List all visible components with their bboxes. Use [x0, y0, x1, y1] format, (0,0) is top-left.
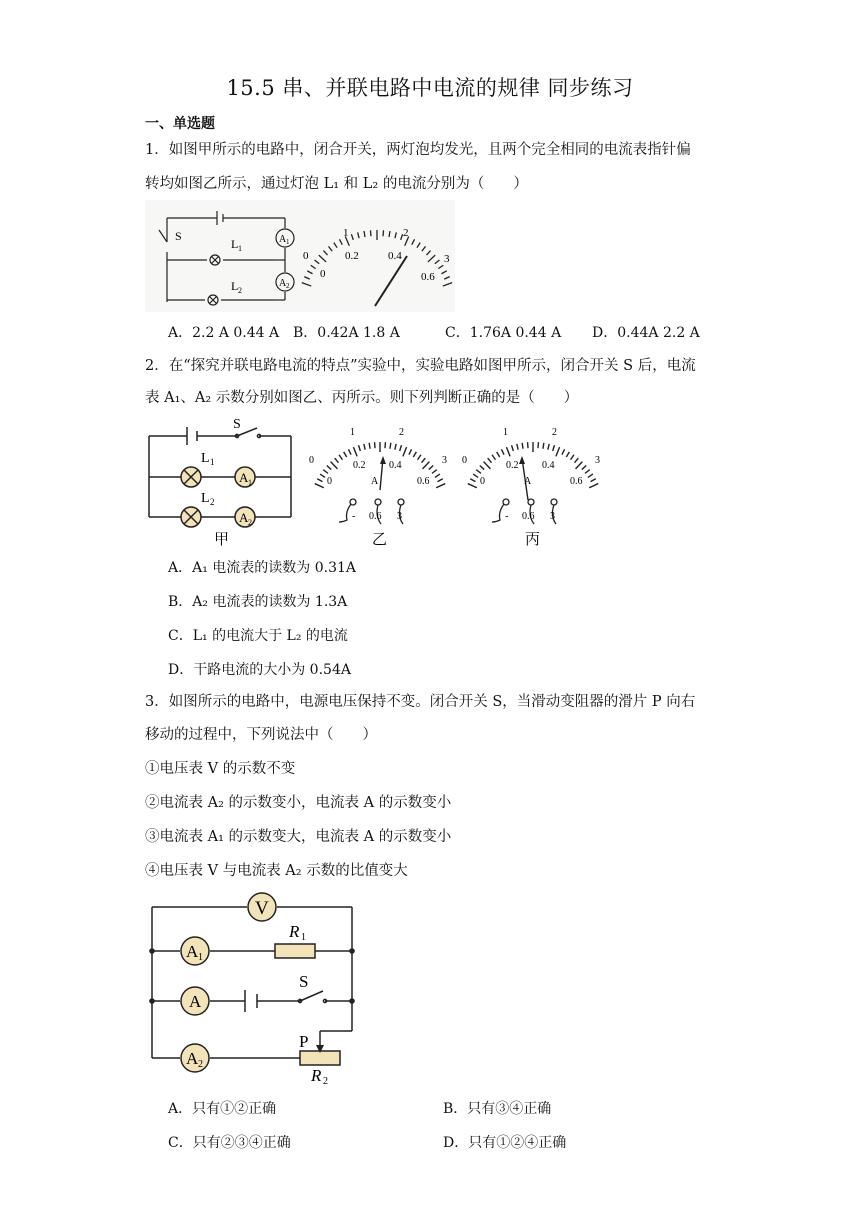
q3-a2-label: A [186, 1049, 199, 1068]
dial-tick [501, 449, 504, 454]
dial-tick [403, 447, 407, 456]
dial-tick [548, 444, 549, 450]
q2-yi-top-1: 1 [350, 427, 355, 438]
q1-l1-sub: 1 [238, 244, 242, 253]
q2-yi-term-06: 0.6 [369, 511, 382, 522]
q3-option-a[interactable]: A．只有①②正确 [168, 1101, 277, 1117]
q2-option-b[interactable]: B．A₂ 电流表的读数为 1.3A [168, 594, 348, 610]
q2-option-d[interactable]: D．干路电流的大小为 0.54A [168, 662, 351, 678]
dial-tick [317, 479, 322, 482]
q3-statement-1: ①电压表 V 的示数不变 [145, 761, 296, 777]
dial-tick [390, 443, 391, 449]
dial-tick [566, 452, 569, 457]
q1-a1-label: A [279, 234, 287, 245]
q2-l1-sub: 1 [210, 457, 215, 467]
q2-switch-label: S [233, 417, 241, 432]
dial-tick [585, 470, 590, 474]
dial-tick [488, 458, 492, 463]
q2-option-a[interactable]: A．A₁ 电流表的读数为 0.31A [168, 560, 357, 576]
dial-tick [344, 452, 347, 457]
q1-option-b[interactable]: B．0.42A 1.8 A [293, 325, 400, 341]
q3-option-b[interactable]: B．只有③④正确 [443, 1101, 552, 1117]
q3-option-c[interactable]: C．只有②③④正确 [168, 1135, 291, 1151]
dial-tick [484, 462, 491, 469]
q1-text-line-2: 转均如图乙所示，通过灯泡 L₁ 和 L₂ 的电流分别为（ ） [145, 176, 528, 192]
dial-tick [497, 452, 500, 457]
q1-scale-top-3: 3 [444, 253, 450, 265]
dial-tick [480, 466, 484, 470]
q1-scale-bottom-2: 0.4 [388, 250, 402, 262]
q2-caption-jia: 甲 [214, 532, 230, 548]
q3-switch-label: S [299, 972, 309, 991]
dial-tick [473, 474, 478, 477]
dial-tick [576, 462, 583, 469]
q3-a2-sub: 2 [198, 1059, 203, 1070]
q1-l2-label: L [231, 279, 239, 293]
q2-yi-bottom-3: 0.6 [417, 476, 430, 487]
q1-scale-bottom-1: 0.2 [345, 250, 359, 262]
dial-tick [522, 443, 523, 449]
dial-tick [315, 484, 324, 488]
q2-bing-bottom-2: 0.4 [542, 460, 555, 471]
dial-tick [339, 455, 342, 460]
q2-bing-bottom-1: 0.2 [506, 460, 519, 471]
q3-a1-sub: 1 [198, 952, 203, 963]
q2-option-c[interactable]: C．L₁ 的电流大于 L₂ 的电流 [168, 628, 348, 644]
q2-yi-top-3: 3 [442, 455, 447, 466]
q1-scale-bottom-3: 0.6 [421, 271, 435, 283]
dial-tick [422, 458, 426, 463]
q2-caption-yi: 乙 [372, 532, 388, 548]
q1-scale-top-0: 0 [303, 250, 309, 262]
dial-tick [435, 474, 440, 477]
dial-tick [413, 452, 416, 457]
q2-l1-label: L [201, 451, 210, 466]
q1-a1-sub: 1 [286, 238, 290, 246]
dial-tick [543, 443, 544, 449]
dial-tick [436, 484, 445, 488]
q2-bing-bottom-0: 0 [480, 476, 485, 487]
page-title: 15.5 串、并联电路中电流的规律 同步练习 [226, 76, 634, 100]
q3-option-d[interactable]: D．只有①②④正确 [443, 1135, 567, 1151]
q2-l2-sub: 2 [210, 497, 215, 507]
q2-a2-sub: 2 [248, 518, 252, 527]
dial-tick [591, 479, 596, 482]
dial-tick [320, 474, 325, 477]
dial-tick [571, 455, 574, 460]
q2-bing-term-06: 0.6 [522, 511, 535, 522]
dial-tick [335, 458, 339, 463]
q2-yi-bottom-0: 0 [327, 476, 332, 487]
dial-tick [359, 445, 361, 451]
q3-statement-4: ④电压表 V 与电流表 A₂ 示数的比值变大 [145, 863, 408, 879]
q2-yi-bottom-1: 0.2 [353, 460, 366, 471]
q2-l2-label: L [201, 491, 210, 506]
q3-statement-3: ③电流表 A₁ 的示数变大，电流表 A 的示数变小 [145, 829, 452, 845]
dial-tick [438, 479, 443, 482]
q2-yi-term-3: 3 [397, 511, 402, 522]
q2-bing-bottom-3: 0.6 [570, 476, 583, 487]
dial-tick [470, 479, 475, 482]
q3-a-label: A [189, 992, 202, 1011]
dial-tick [556, 447, 560, 456]
q1-option-a[interactable]: A．2.2 A 0.44 A [168, 325, 280, 341]
dial-tick [353, 447, 357, 456]
dial-tick [348, 449, 351, 454]
dial-tick [553, 445, 555, 451]
section-heading: 一、单选题 [145, 116, 215, 132]
q1-scale-bottom-0: 0 [320, 268, 326, 280]
q2-bing-top-3: 3 [595, 455, 600, 466]
dial-tick [323, 470, 328, 474]
q3-a1-label: A [186, 942, 199, 961]
q3-voltmeter-label: V [255, 898, 269, 919]
q2-text-line-2: 表 A₁、A₂ 示数分别如图乙、丙所示。则下列判断正确的是（ ） [145, 390, 579, 406]
q1-l1-label: L [231, 237, 239, 251]
dial-tick [400, 445, 402, 451]
q3-text-line-2: 移动的过程中，下列说法中（ ） [145, 727, 377, 743]
q1-scale-top-2: 2 [403, 227, 409, 239]
q2-yi-unit: A [371, 476, 379, 487]
q2-a1-sub: 1 [248, 478, 252, 487]
dial-tick [327, 466, 331, 470]
q2-bing-unit: A [524, 476, 532, 487]
dial-tick [369, 443, 370, 449]
q1-a2-label: A [279, 278, 287, 289]
q2-yi-term-minus: - [352, 511, 356, 522]
dial-tick [409, 449, 412, 454]
q1-switch-label: S [175, 229, 182, 243]
q1-a2-sub: 2 [286, 282, 290, 290]
dial-tick [517, 444, 518, 450]
dial-tick [562, 449, 565, 454]
dial-tick [429, 466, 433, 470]
q2-yi-top-0: 0 [309, 455, 314, 466]
dial-tick [512, 445, 514, 451]
q3-r2-label: R [311, 1066, 322, 1085]
q2-a1-label: A [239, 470, 249, 485]
q2-text-line-1: 2．在“探究并联电路电流的特点”实验中，实验电路如图甲所示，闭合开关 S 后，电流 [145, 358, 696, 374]
q1-figure [145, 200, 455, 312]
dial-tick [588, 474, 593, 477]
dial-tick [331, 462, 338, 469]
q1-scale-top-1: 1 [343, 227, 349, 239]
q1-option-c[interactable]: C．1.76A 0.44 A [445, 325, 562, 341]
dial-tick [575, 458, 579, 463]
q2-caption-bing: 丙 [525, 532, 541, 548]
dial-tick [582, 466, 586, 470]
dial-tick [432, 470, 437, 474]
dial-tick [423, 462, 430, 469]
q1-text-line-1: 1．如图甲所示的电路中，闭合开关，两灯泡均发光，且两个完全相同的电流表指针偏 [145, 142, 691, 158]
dial-tick [418, 455, 421, 460]
q3-r1-label: R [289, 922, 300, 941]
q2-a2-label: A [239, 510, 249, 525]
dial-tick [492, 455, 495, 460]
q3-r2-sub: 2 [323, 1076, 328, 1087]
dial-tick [476, 470, 481, 474]
dial-tick [395, 444, 396, 450]
q3-statement-2: ②电流表 A₂ 的示数变小，电流表 A 的示数变小 [145, 795, 452, 811]
q3-text-line-1: 3．如图所示的电路中，电源电压保持不变。闭合开关 S，当滑动变阻器的滑片 P 向右 [145, 694, 696, 710]
q2-bing-term-3: 3 [550, 511, 555, 522]
dial-tick [506, 447, 510, 456]
q2-bing-top-1: 1 [503, 427, 508, 438]
q1-l2-sub: 2 [238, 286, 242, 295]
q2-bing-term-minus: - [505, 511, 509, 522]
dial-tick [364, 444, 365, 450]
q3-figure [145, 893, 365, 1087]
q2-bing-top-0: 0 [462, 455, 467, 466]
q2-figure [145, 418, 615, 548]
dial-tick [468, 484, 477, 488]
q3-r1-sub: 1 [301, 932, 306, 943]
q2-bing-top-2: 2 [552, 427, 557, 438]
q2-yi-top-2: 2 [399, 427, 404, 438]
q1-option-d[interactable]: D．0.44A 2.2 A [592, 325, 700, 341]
dial-tick [589, 484, 598, 488]
q2-yi-bottom-2: 0.4 [389, 460, 402, 471]
q3-slider-label: P [299, 1032, 309, 1051]
